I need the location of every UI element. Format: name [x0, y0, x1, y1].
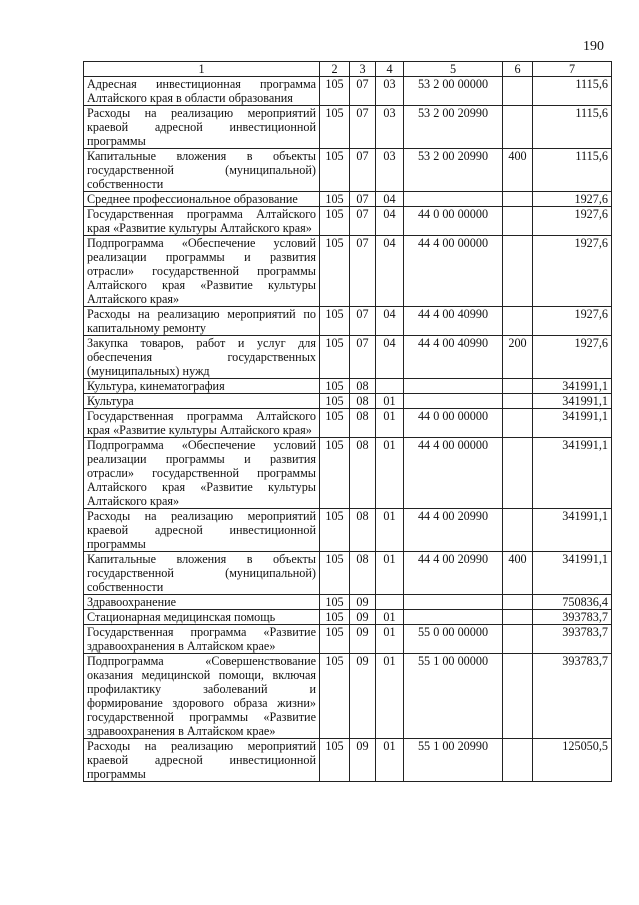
cell-target-article: 44 0 00 00000	[404, 207, 503, 236]
cell-target-article: 53 2 00 00000	[404, 77, 503, 106]
cell-name: Стационарная медицинская помощь	[84, 610, 320, 625]
cell-expense-type	[503, 379, 533, 394]
cell-target-article: 55 0 00 00000	[404, 625, 503, 654]
cell-subsection: 01	[376, 409, 404, 438]
cell-amount: 341991,1	[533, 394, 612, 409]
cell-expense-type	[503, 106, 533, 149]
cell-target-article: 44 4 00 20990	[404, 509, 503, 552]
cell-name: Государственная программа «Развитие здравоохранения в Алтайском крае»	[84, 625, 320, 654]
cell-section: 07	[350, 307, 376, 336]
cell-section: 08	[350, 438, 376, 509]
cell-section: 09	[350, 610, 376, 625]
cell-administrator: 105	[320, 438, 350, 509]
cell-administrator: 105	[320, 625, 350, 654]
cell-section: 08	[350, 409, 376, 438]
cell-section: 07	[350, 236, 376, 307]
page-number: 190	[583, 39, 604, 54]
cell-administrator: 105	[320, 207, 350, 236]
cell-subsection	[376, 379, 404, 394]
cell-amount: 341991,1	[533, 438, 612, 509]
cell-section: 09	[350, 595, 376, 610]
table-row	[84, 192, 612, 207]
cell-subsection: 01	[376, 394, 404, 409]
cell-subsection: 04	[376, 236, 404, 307]
cell-administrator: 105	[320, 409, 350, 438]
cell-expense-type	[503, 654, 533, 739]
cell-amount: 341991,1	[533, 509, 612, 552]
cell-name: Закупка товаров, работ и услуг для обеспечения государственных (муниципальных) нужд	[84, 336, 320, 379]
cell-expense-type	[503, 610, 533, 625]
cell-target-article	[404, 192, 503, 207]
cell-amount: 1927,6	[533, 192, 612, 207]
header-row	[84, 62, 612, 77]
cell-amount: 393783,7	[533, 654, 612, 739]
cell-administrator: 105	[320, 595, 350, 610]
cell-target-article: 44 4 00 00000	[404, 438, 503, 509]
cell-amount: 1927,6	[533, 207, 612, 236]
cell-subsection: 04	[376, 307, 404, 336]
table-row	[84, 739, 612, 782]
table-row	[84, 307, 612, 336]
cell-amount: 125050,5	[533, 739, 612, 782]
cell-expense-type	[503, 77, 533, 106]
cell-expense-type	[503, 307, 533, 336]
cell-amount: 393783,7	[533, 625, 612, 654]
cell-amount: 1115,6	[533, 149, 612, 192]
cell-subsection: 04	[376, 207, 404, 236]
cell-administrator: 105	[320, 192, 350, 207]
cell-amount: 1927,6	[533, 307, 612, 336]
cell-name: Капитальные вложения в объекты государственной (муниципальной) собственности	[84, 552, 320, 595]
cell-section: 09	[350, 625, 376, 654]
cell-amount: 393783,7	[533, 610, 612, 625]
cell-administrator: 105	[320, 654, 350, 739]
cell-target-article: 55 1 00 00000	[404, 654, 503, 739]
table-row	[84, 394, 612, 409]
cell-subsection: 03	[376, 77, 404, 106]
cell-subsection: 03	[376, 149, 404, 192]
cell-section: 07	[350, 207, 376, 236]
header-cell: 2	[320, 62, 350, 77]
cell-expense-type	[503, 438, 533, 509]
cell-name: Подпрограмма «Обеспечение условий реализации программы и развития отрасли» государственной программы Алтайского края «Развитие культуры Алтайского края»	[84, 438, 320, 509]
cell-subsection: 01	[376, 438, 404, 509]
cell-name: Расходы на реализацию мероприятий краевой адресной инвестиционной программы	[84, 739, 320, 782]
cell-section: 08	[350, 552, 376, 595]
cell-section: 07	[350, 77, 376, 106]
cell-subsection: 04	[376, 192, 404, 207]
cell-amount: 750836,4	[533, 595, 612, 610]
cell-target-article: 55 1 00 20990	[404, 739, 503, 782]
table-body	[84, 77, 612, 782]
cell-expense-type: 400	[503, 149, 533, 192]
cell-amount: 1115,6	[533, 106, 612, 149]
header-cell: 7	[533, 62, 612, 77]
cell-administrator: 105	[320, 336, 350, 379]
cell-subsection: 04	[376, 336, 404, 379]
cell-amount: 1115,6	[533, 77, 612, 106]
table-row	[84, 149, 612, 192]
cell-amount: 341991,1	[533, 379, 612, 394]
cell-administrator: 105	[320, 610, 350, 625]
header-cell: 1	[84, 62, 320, 77]
cell-expense-type	[503, 509, 533, 552]
header-cell: 5	[404, 62, 503, 77]
cell-subsection: 03	[376, 106, 404, 149]
cell-target-article	[404, 379, 503, 394]
cell-expense-type: 200	[503, 336, 533, 379]
cell-expense-type: 400	[503, 552, 533, 595]
table-row	[84, 625, 612, 654]
cell-administrator: 105	[320, 149, 350, 192]
cell-section: 09	[350, 654, 376, 739]
cell-target-article: 44 4 00 20990	[404, 552, 503, 595]
cell-expense-type	[503, 625, 533, 654]
cell-subsection: 01	[376, 739, 404, 782]
cell-expense-type	[503, 192, 533, 207]
cell-target-article: 44 0 00 00000	[404, 409, 503, 438]
table-row	[84, 654, 612, 739]
header-cell: 4	[376, 62, 404, 77]
cell-name: Расходы на реализацию мероприятий краевой адресной инвестиционной программы	[84, 509, 320, 552]
cell-administrator: 105	[320, 236, 350, 307]
cell-section: 07	[350, 149, 376, 192]
cell-administrator: 105	[320, 307, 350, 336]
header-cell: 6	[503, 62, 533, 77]
cell-administrator: 105	[320, 394, 350, 409]
cell-name: Расходы на реализацию мероприятий по капитальному ремонту	[84, 307, 320, 336]
table-row	[84, 106, 612, 149]
cell-subsection	[376, 595, 404, 610]
cell-section: 07	[350, 336, 376, 379]
cell-subsection: 01	[376, 625, 404, 654]
cell-name: Государственная программа Алтайского края «Развитие культуры Алтайского края»	[84, 409, 320, 438]
table-row	[84, 236, 612, 307]
cell-name: Подпрограмма «Обеспечение условий реализации программы и развития отрасли» государственной программы Алтайского края «Развитие культуры Алтайского края»	[84, 236, 320, 307]
cell-target-article: 44 4 00 00000	[404, 236, 503, 307]
cell-name: Среднее профессиональное образование	[84, 192, 320, 207]
cell-subsection: 01	[376, 610, 404, 625]
cell-expense-type	[503, 207, 533, 236]
table-row	[84, 610, 612, 625]
cell-subsection: 01	[376, 552, 404, 595]
cell-name: Подпрограмма «Совершенствование оказания медицинской помощи, включая профилактику заболеваний и формирование здорового образа жизни» государственной программы «Развитие здравоохранения в Алтайском крае»	[84, 654, 320, 739]
cell-administrator: 105	[320, 739, 350, 782]
table-row	[84, 409, 612, 438]
cell-target-article: 44 4 00 40990	[404, 307, 503, 336]
cell-administrator: 105	[320, 379, 350, 394]
table-row	[84, 509, 612, 552]
cell-expense-type	[503, 739, 533, 782]
cell-name: Здравоохранение	[84, 595, 320, 610]
cell-administrator: 105	[320, 552, 350, 595]
table-row	[84, 336, 612, 379]
cell-administrator: 105	[320, 77, 350, 106]
table-row	[84, 438, 612, 509]
cell-section: 08	[350, 379, 376, 394]
cell-section: 08	[350, 394, 376, 409]
header-cell: 3	[350, 62, 376, 77]
cell-section: 08	[350, 509, 376, 552]
cell-name: Государственная программа Алтайского края «Развитие культуры Алтайского края»	[84, 207, 320, 236]
cell-target-article	[404, 610, 503, 625]
cell-expense-type	[503, 236, 533, 307]
cell-name: Капитальные вложения в объекты государственной (муниципальной) собственности	[84, 149, 320, 192]
cell-amount: 341991,1	[533, 552, 612, 595]
cell-name: Культура, кинематография	[84, 379, 320, 394]
cell-target-article: 44 4 00 40990	[404, 336, 503, 379]
cell-subsection: 01	[376, 654, 404, 739]
cell-expense-type	[503, 595, 533, 610]
cell-amount: 1927,6	[533, 336, 612, 379]
budget-table	[83, 61, 612, 782]
cell-target-article	[404, 394, 503, 409]
table-row	[84, 207, 612, 236]
cell-expense-type	[503, 394, 533, 409]
cell-name: Адресная инвестиционная программа Алтайского края в области образования	[84, 77, 320, 106]
cell-section: 07	[350, 192, 376, 207]
cell-amount: 341991,1	[533, 409, 612, 438]
cell-administrator: 105	[320, 106, 350, 149]
cell-section: 07	[350, 106, 376, 149]
cell-target-article: 53 2 00 20990	[404, 149, 503, 192]
cell-amount: 1927,6	[533, 236, 612, 307]
cell-expense-type	[503, 409, 533, 438]
table-row	[84, 595, 612, 610]
cell-target-article: 53 2 00 20990	[404, 106, 503, 149]
cell-name: Расходы на реализацию мероприятий краевой адресной инвестиционной программы	[84, 106, 320, 149]
cell-administrator: 105	[320, 509, 350, 552]
cell-name: Культура	[84, 394, 320, 409]
table-row	[84, 552, 612, 595]
table-row	[84, 77, 612, 106]
cell-subsection: 01	[376, 509, 404, 552]
table-row	[84, 379, 612, 394]
cell-target-article	[404, 595, 503, 610]
cell-section: 09	[350, 739, 376, 782]
